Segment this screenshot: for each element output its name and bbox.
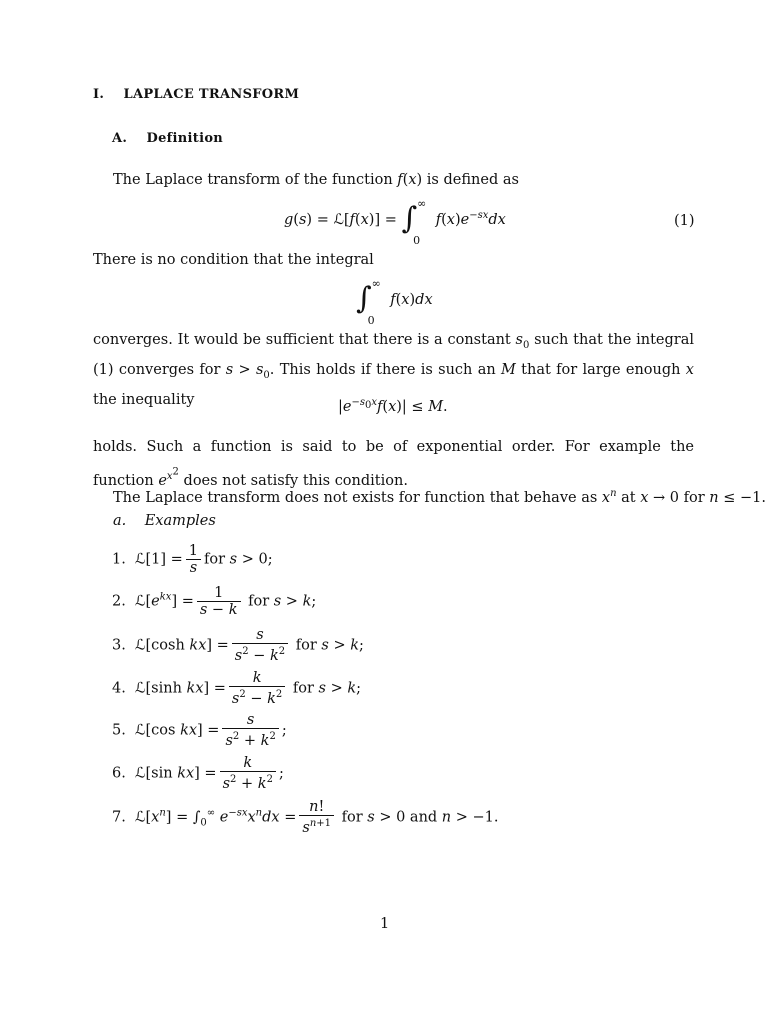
example-5: 5. ℒ[cos kx] = $\frac{s}{s^2 + k^2}$ ; (112, 712, 287, 749)
example-1: 1. ℒ[1] = $\frac{1}{s}$ for s > 0; (112, 543, 273, 576)
integral-display: ∫ ∞ 0 f(x)dx (356, 277, 433, 327)
example-7: 7. $ℒ[x^n] = \int_0^\infty$ $e^{-sx}x^ndx$ = $\frac{n!}{s^{n+1}}$ for s > 0 and n > −1. (112, 799, 499, 836)
intro-text: The Laplace transform of the function f(x) is defined as (113, 172, 519, 188)
equation-number: (1) (674, 213, 695, 229)
no-condition-text: There is no condition that the integral (93, 252, 374, 268)
page-number: 1 (380, 916, 390, 932)
example-4: 4. ℒ[sinh kx] = $\frac{k}{s^2 - k^2}$ for s > k; (112, 670, 362, 707)
example-2: 2. $ℒ[e^{kx}]$ = $\frac{1}{s - k}$ for s > k; (112, 585, 317, 618)
equation-1: g(s) = ℒ[f(x)] = ∫ ∞ 0 $f(x)e^{-sx}dx$ (284, 197, 506, 247)
converges-paragraph: converges. It would be sufficient that there is a constant $s_0$ such that the integral (1) converges for $s > s_0$. This holds if there is such an M that for large enough x the inequality (93, 332, 694, 408)
inequality: $|e^{-s_0x}f(x)| \le M$. (338, 397, 448, 415)
subsection-heading: A. Definition (112, 131, 224, 146)
holds-paragraph: holds. Such a function is said to be of exponential order. For example the function $e^{x^2}$ does not satisfy this condition. (93, 439, 694, 490)
section-heading: I. LAPLACE TRANSFORM (93, 87, 300, 102)
not-exists-text: The Laplace transform does not exists for function that behave as $x^n$ at x → 0 for n ≤ −1. (113, 488, 766, 506)
example-6: 6. ℒ[sin kx] = $\frac{k}{s^2 + k^2}$ ; (112, 755, 284, 792)
examples-heading: a. Examples (113, 513, 216, 529)
example-3: 3. ℒ[cosh kx] = $\frac{s}{s^2 - k^2}$ for s > k; (112, 627, 364, 664)
